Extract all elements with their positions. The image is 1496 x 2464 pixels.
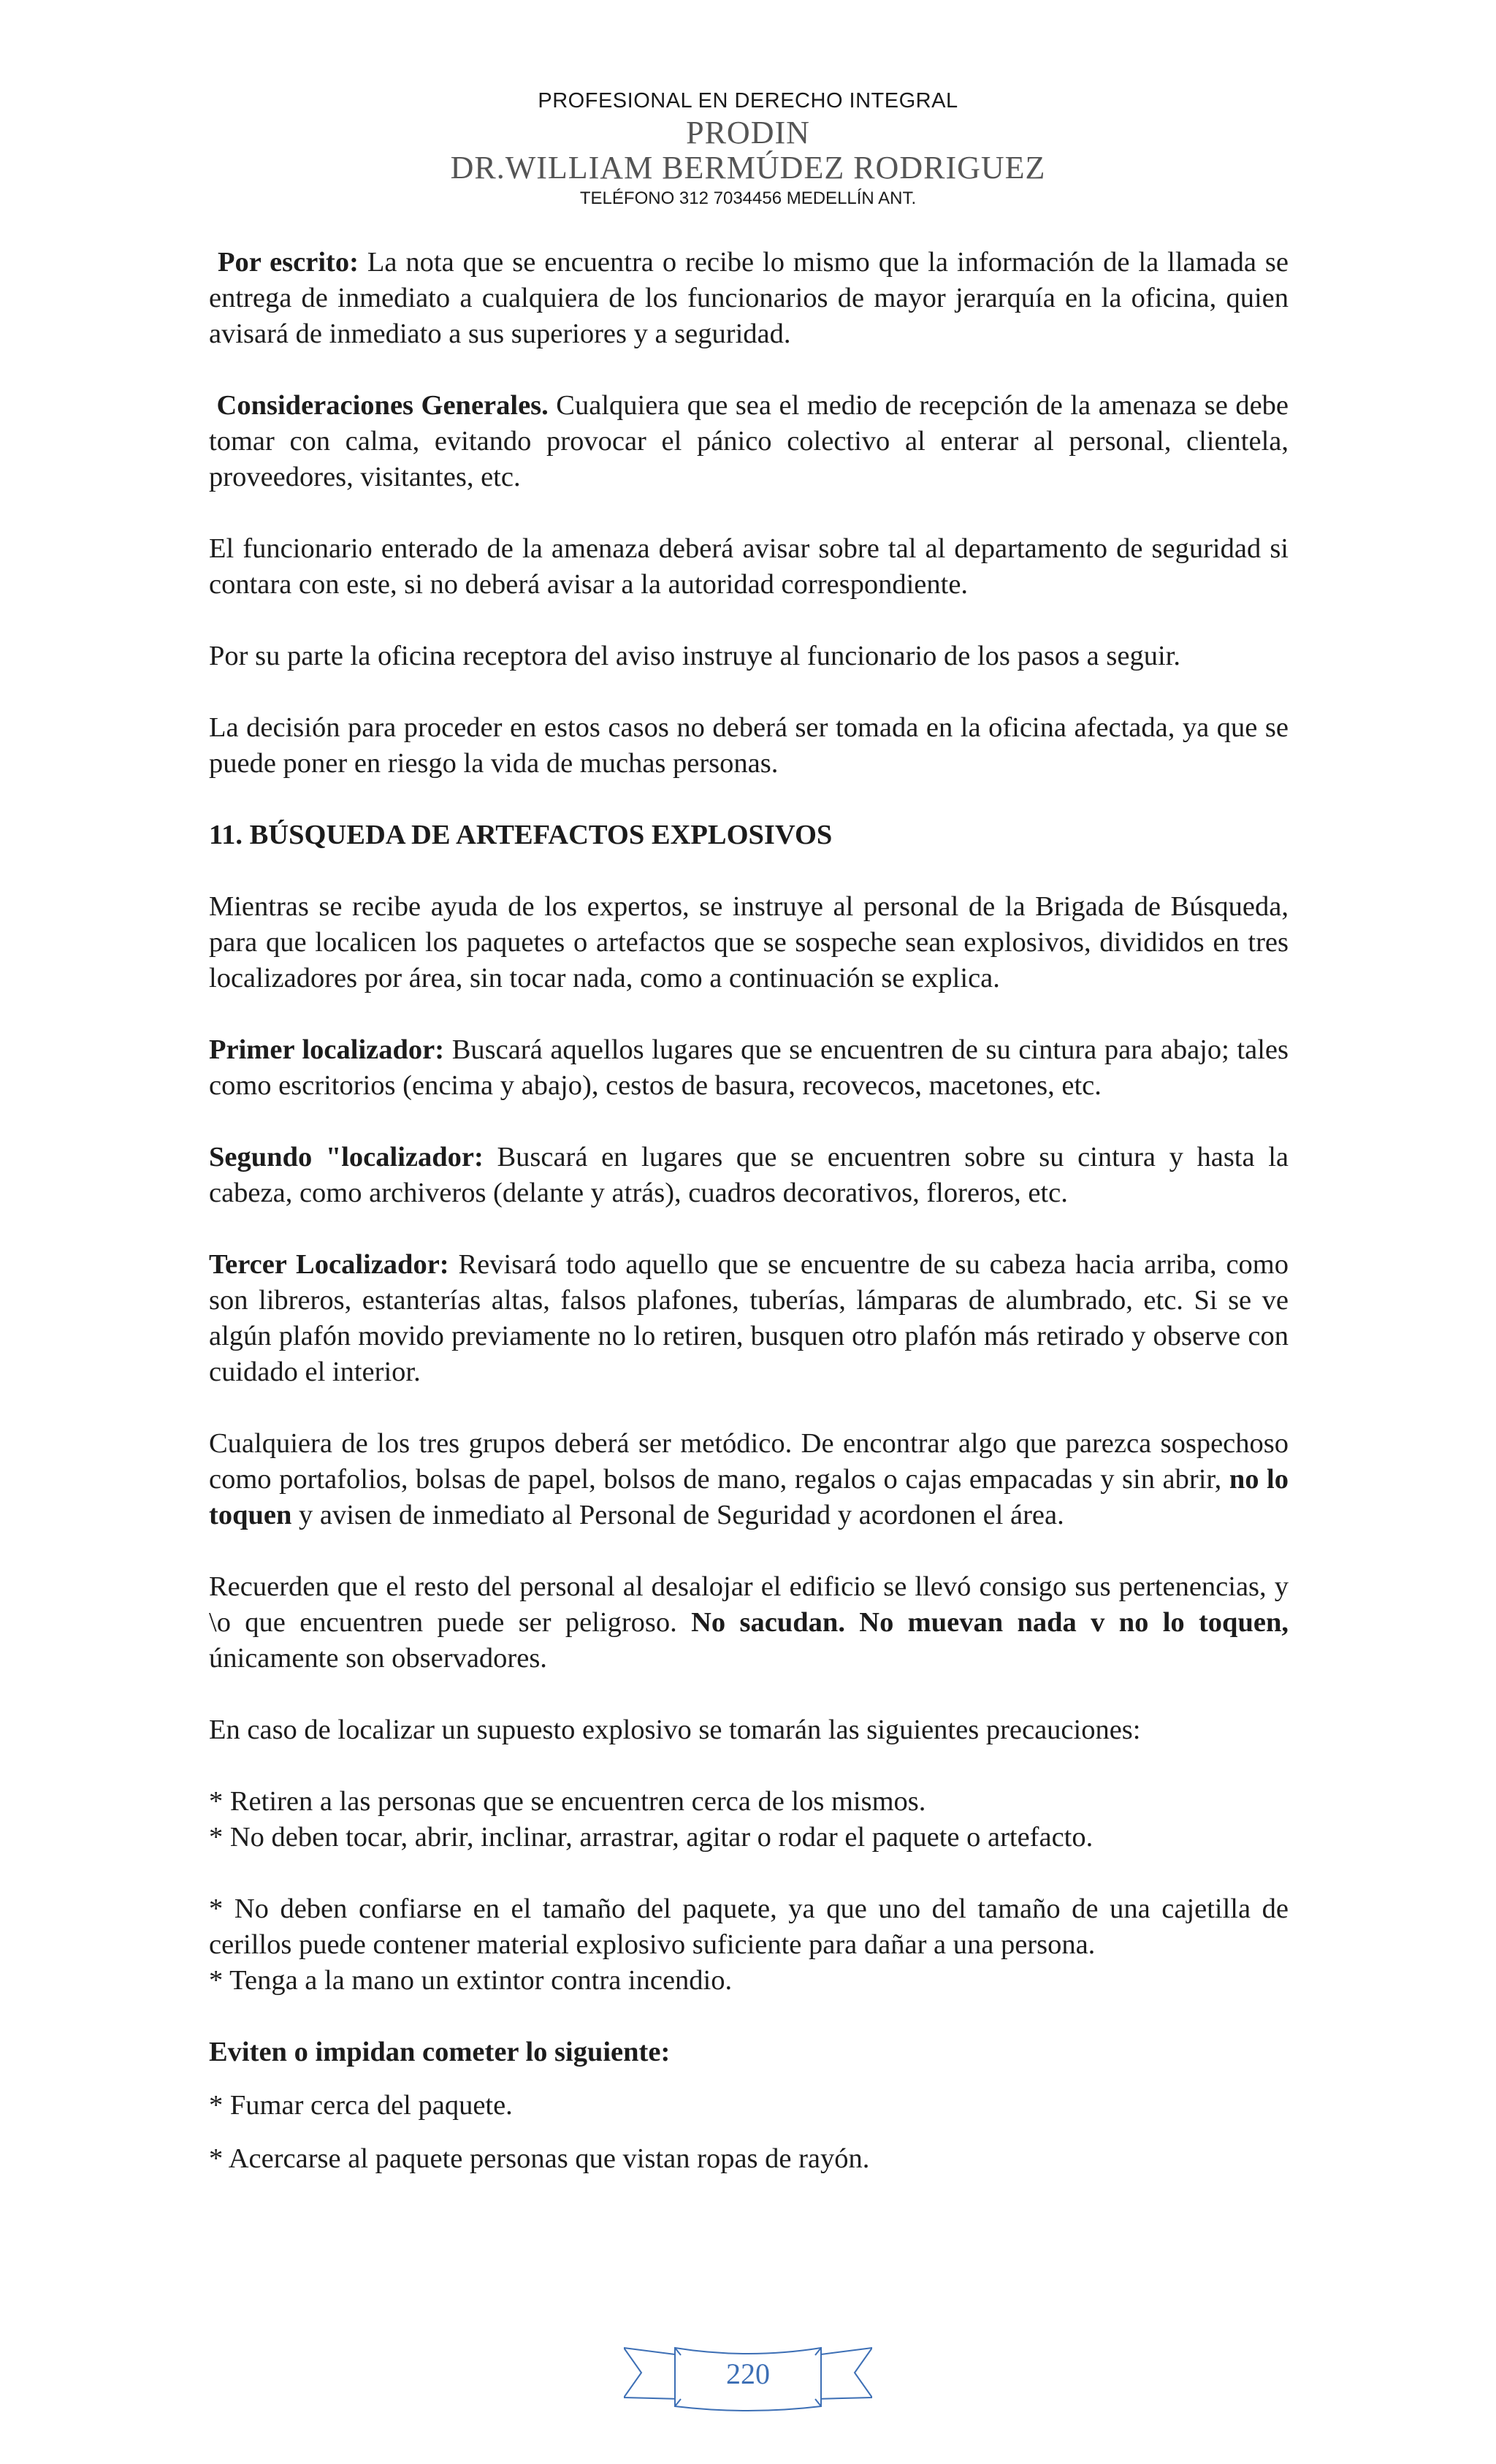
bullet-item: * No deben tocar, abrir, inclinar, arrastrar, agitar o rodar el paquete o artefacto. [209, 1822, 1094, 1853]
paragraph-text: y avisen de inmediato al Personal de Seguridad y acordonen el área. [291, 1500, 1064, 1530]
paragraph-primer-localizador [209, 1032, 1289, 1104]
paragraph-por-escrito [209, 245, 1289, 352]
term-primer-localizador: Primer localizador: [209, 1034, 445, 1065]
section-heading: 11. BÚSQUEDA DE ARTEFACTOS EXPLOSIVOS [209, 820, 833, 850]
paragraph-text: Buscará aquellos lugares que se encuentren de su cintura para abajo; tales como escritorios (encima y abajo), cestos de basura, recovecos, macetones, etc. [209, 1034, 1289, 1101]
bullet-item: * Retiren a las personas que se encuentren cerca de los mismos. [209, 1786, 926, 1817]
paragraph-consideraciones [209, 388, 1289, 495]
paragraph-text: La nota que se encuentra o recibe lo mismo que la información de la llamada se entrega de inmediato a cualquiera de los funcionarios de mayor jerarquía en la oficina, quien avisará de inmediato a sus superiores y a seguridad. [209, 247, 1289, 349]
emphasis-no-lo-toquen: no lo toquen [209, 1464, 1289, 1530]
paragraph-text: Cualquiera que sea el medio de recepción de la amenaza se debe tomar con calma, evitando provocar el pánico colectivo al enterar al personal, clientela, proveedores, visitantes, etc. [209, 390, 1289, 492]
term-tercer-localizador: Tercer Localizador: [209, 1249, 449, 1280]
paragraph-brigada: Mientras se recibe ayuda de los expertos, se instruye al personal de la Brigada de Búsqueda, para que localicen los paquetes o artefactos que se sospeche sean explosivos, divididos en tres localizadores por área, sin tocar nada, como a continuación se explica. [209, 891, 1289, 993]
document-body [209, 245, 1289, 2177]
header-brand: PRODIN [686, 115, 810, 150]
bullet-item: * Acercarse al paquete personas que vistan ropas de rayón. [209, 2143, 870, 2174]
paragraph-precauciones: En caso de localizar un supuesto explosivo se tomarán las siguientes precauciones: [209, 1714, 1141, 1745]
header-contact: TELÉFONO 312 7034456 MEDELLÍN ANT. [579, 188, 917, 208]
header-profession: PROFESIONAL EN DERECHO INTEGRAL [538, 89, 958, 112]
subheading-eviten: Eviten o impidan cometer lo siguiente: [209, 2037, 671, 2067]
paragraph-tercer-localizador [209, 1247, 1289, 1390]
page-number: 220 [726, 2357, 770, 2390]
page-header [0, 86, 1496, 212]
paragraph-text: únicamente son observadores. [209, 1643, 547, 1674]
paragraph-decision: La decisión para proceder en estos casos no deberá ser tomada en la oficina afectada, ya que se puede poner en riesgo la vida de muchas personas. [209, 712, 1289, 779]
paragraph-segundo-localizador [209, 1140, 1289, 1211]
page-footer [624, 2335, 872, 2430]
bullet-item: * Fumar cerca del paquete. [209, 2090, 513, 2121]
paragraph-text: Revisará todo aquello que se encuentre de su cabeza hacia arriba, como son libreros, estanterías altas, falsos plafones, tuberías, lámparas de alumbrado, etc. Si se ve algún plafón movido previamente no lo retiren, busquen otro plafón más retirado y observe con cuidado el interior. [209, 1249, 1289, 1387]
bullet-item: * Tenga a la mano un extintor contra incendio. [209, 1965, 733, 1996]
header-author: DR.WILLIAM BERMÚDEZ RODRIGUEZ [450, 150, 1046, 186]
paragraph-recuerden [209, 1569, 1289, 1677]
paragraph-oficina-receptora: Por su parte la oficina receptora del aviso instruye al funcionario de los pasos a seguir. [209, 641, 1180, 671]
paragraph-text: Buscará en lugares que se encuentren sobre su cintura y hasta la cabeza, como archiveros (delante y atrás), cuadros decorativos, floreros, etc. [209, 1142, 1289, 1208]
term-por-escrito: Por escrito: [217, 247, 359, 278]
paragraph-grupos-metodico [209, 1426, 1289, 1533]
paragraph-funcionario: El funcionario enterado de la amenaza deberá avisar sobre tal al departamento de seguridad si contara con este, si no deberá avisar a la autoridad correspondiente. [209, 533, 1289, 600]
term-consideraciones: Consideraciones Generales. [216, 390, 549, 421]
bullet-item: * No deben confiarse en el tamaño del paquete, ya que uno del tamaño de una cajetilla de cerillos puede contener material explosivo suficiente para dañar a una persona. [209, 1893, 1289, 1960]
paragraph-text: Cualquiera de los tres grupos deberá ser metódico. De encontrar algo que parezca sospechoso como portafolios, bolsas de papel, bolsos de mano, regalos o cajas empacadas y sin abrir, [209, 1428, 1289, 1495]
paragraph-text: Recuerden que el resto del personal al desalojar el edificio se llevó consigo sus pertenencias, y \o que encuentren puede ser peligroso. [209, 1571, 1289, 1638]
term-segundo-localizador: Segundo "localizador: [209, 1142, 484, 1172]
emphasis-no-sacudan: No sacudan. No muevan nada v no lo toquen, [691, 1607, 1289, 1638]
